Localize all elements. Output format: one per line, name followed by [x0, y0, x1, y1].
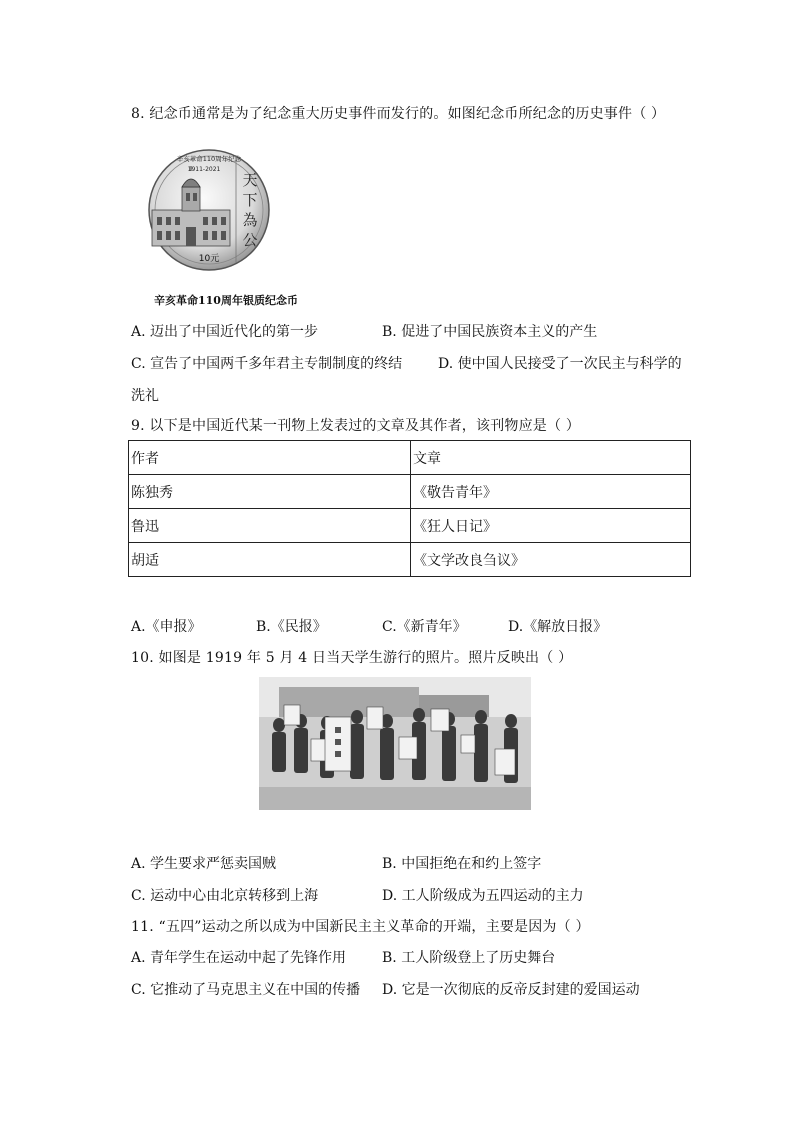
table-row — [129, 543, 691, 577]
student-march-photo — [259, 677, 531, 810]
table-cell-article: 《敬告青年》 — [411, 475, 691, 509]
table-header-article: 文章 — [411, 441, 691, 475]
author-article-table — [128, 440, 691, 577]
coin-motto-2: 下 — [242, 191, 258, 209]
q8-option-b[interactable]: B. 促进了中国民族资本主义的产生 — [382, 324, 598, 340]
table-row — [129, 509, 691, 543]
table-row — [129, 475, 691, 509]
q11-option-d[interactable]: D. 它是一次彻底的反帝反封建的爱国运动 — [382, 982, 640, 998]
question-10-stem: 10. 如图是 1919 年 5 月 4 日当天学生游行的照片。照片反映出（ ） — [131, 650, 573, 666]
coin-years: 1911-2021 — [187, 166, 221, 173]
table-header-author: 作者 — [129, 441, 411, 475]
q11-option-a[interactable]: A. 青年学生在运动中起了先锋作用 — [131, 950, 347, 966]
q8-option-d-continued: 洗礼 — [131, 388, 159, 404]
q10-option-d[interactable]: D. 工人阶级成为五四运动的主力 — [382, 888, 584, 904]
question-8-stem: 8. 纪念币通常是为了纪念重大历史事件而发行的。如图纪念币所纪念的历史事件（ ） — [131, 106, 666, 122]
question-9-stem: 9. 以下是中国近代某一刊物上发表过的文章及其作者，该刊物应是（ ） — [131, 418, 581, 434]
q10-option-c[interactable]: C. 运动中心由北京转移到上海 — [131, 888, 319, 904]
q10-option-b[interactable]: B. 中国拒绝在和约上签字 — [382, 856, 542, 872]
commemorative-coin-image — [148, 135, 270, 285]
table-cell-article: 《文学改良刍议》 — [411, 543, 691, 577]
coin-motto-1: 天 — [242, 171, 258, 189]
q11-option-c[interactable]: C. 它推动了马克思主义在中国的传播 — [131, 982, 361, 998]
coin-caption: 辛亥革命110周年银质纪念币 — [154, 294, 298, 307]
coin-denomination: 10元 — [198, 254, 220, 264]
q10-option-a[interactable]: A. 学生要求严惩卖国贼 — [131, 856, 277, 872]
q9-option-b[interactable]: B.《民报》 — [256, 619, 327, 635]
table-cell-article: 《狂人日记》 — [411, 509, 691, 543]
question-11-stem: 11. “五四”运动之所以成为中国新民主主义革命的开端，主要是因为（ ） — [131, 919, 590, 935]
coin-motto-4: 公 — [242, 231, 258, 249]
table-cell-author: 陈独秀 — [129, 475, 411, 509]
table-cell-author: 胡适 — [129, 543, 411, 577]
q9-option-d[interactable]: D.《解放日报》 — [508, 619, 608, 635]
coin-rim-text: 辛亥革命110周年纪念 — [176, 155, 242, 163]
table-header-row — [129, 441, 691, 475]
table-cell-author: 鲁迅 — [129, 509, 411, 543]
q8-option-a[interactable]: A. 迈出了中国近代化的第一步 — [131, 324, 319, 340]
q8-option-d[interactable]: D. 使中国人民接受了一次民主与科学的 — [438, 356, 682, 372]
q11-option-b[interactable]: B. 工人阶级登上了历史舞台 — [382, 950, 556, 966]
coin-motto-3: 為 — [242, 211, 258, 229]
q9-option-a[interactable]: A.《申报》 — [131, 619, 202, 635]
q8-option-c[interactable]: C. 宣告了中国两千多年君主专制制度的终结 — [131, 356, 403, 372]
q9-option-c[interactable]: C.《新青年》 — [382, 619, 467, 635]
